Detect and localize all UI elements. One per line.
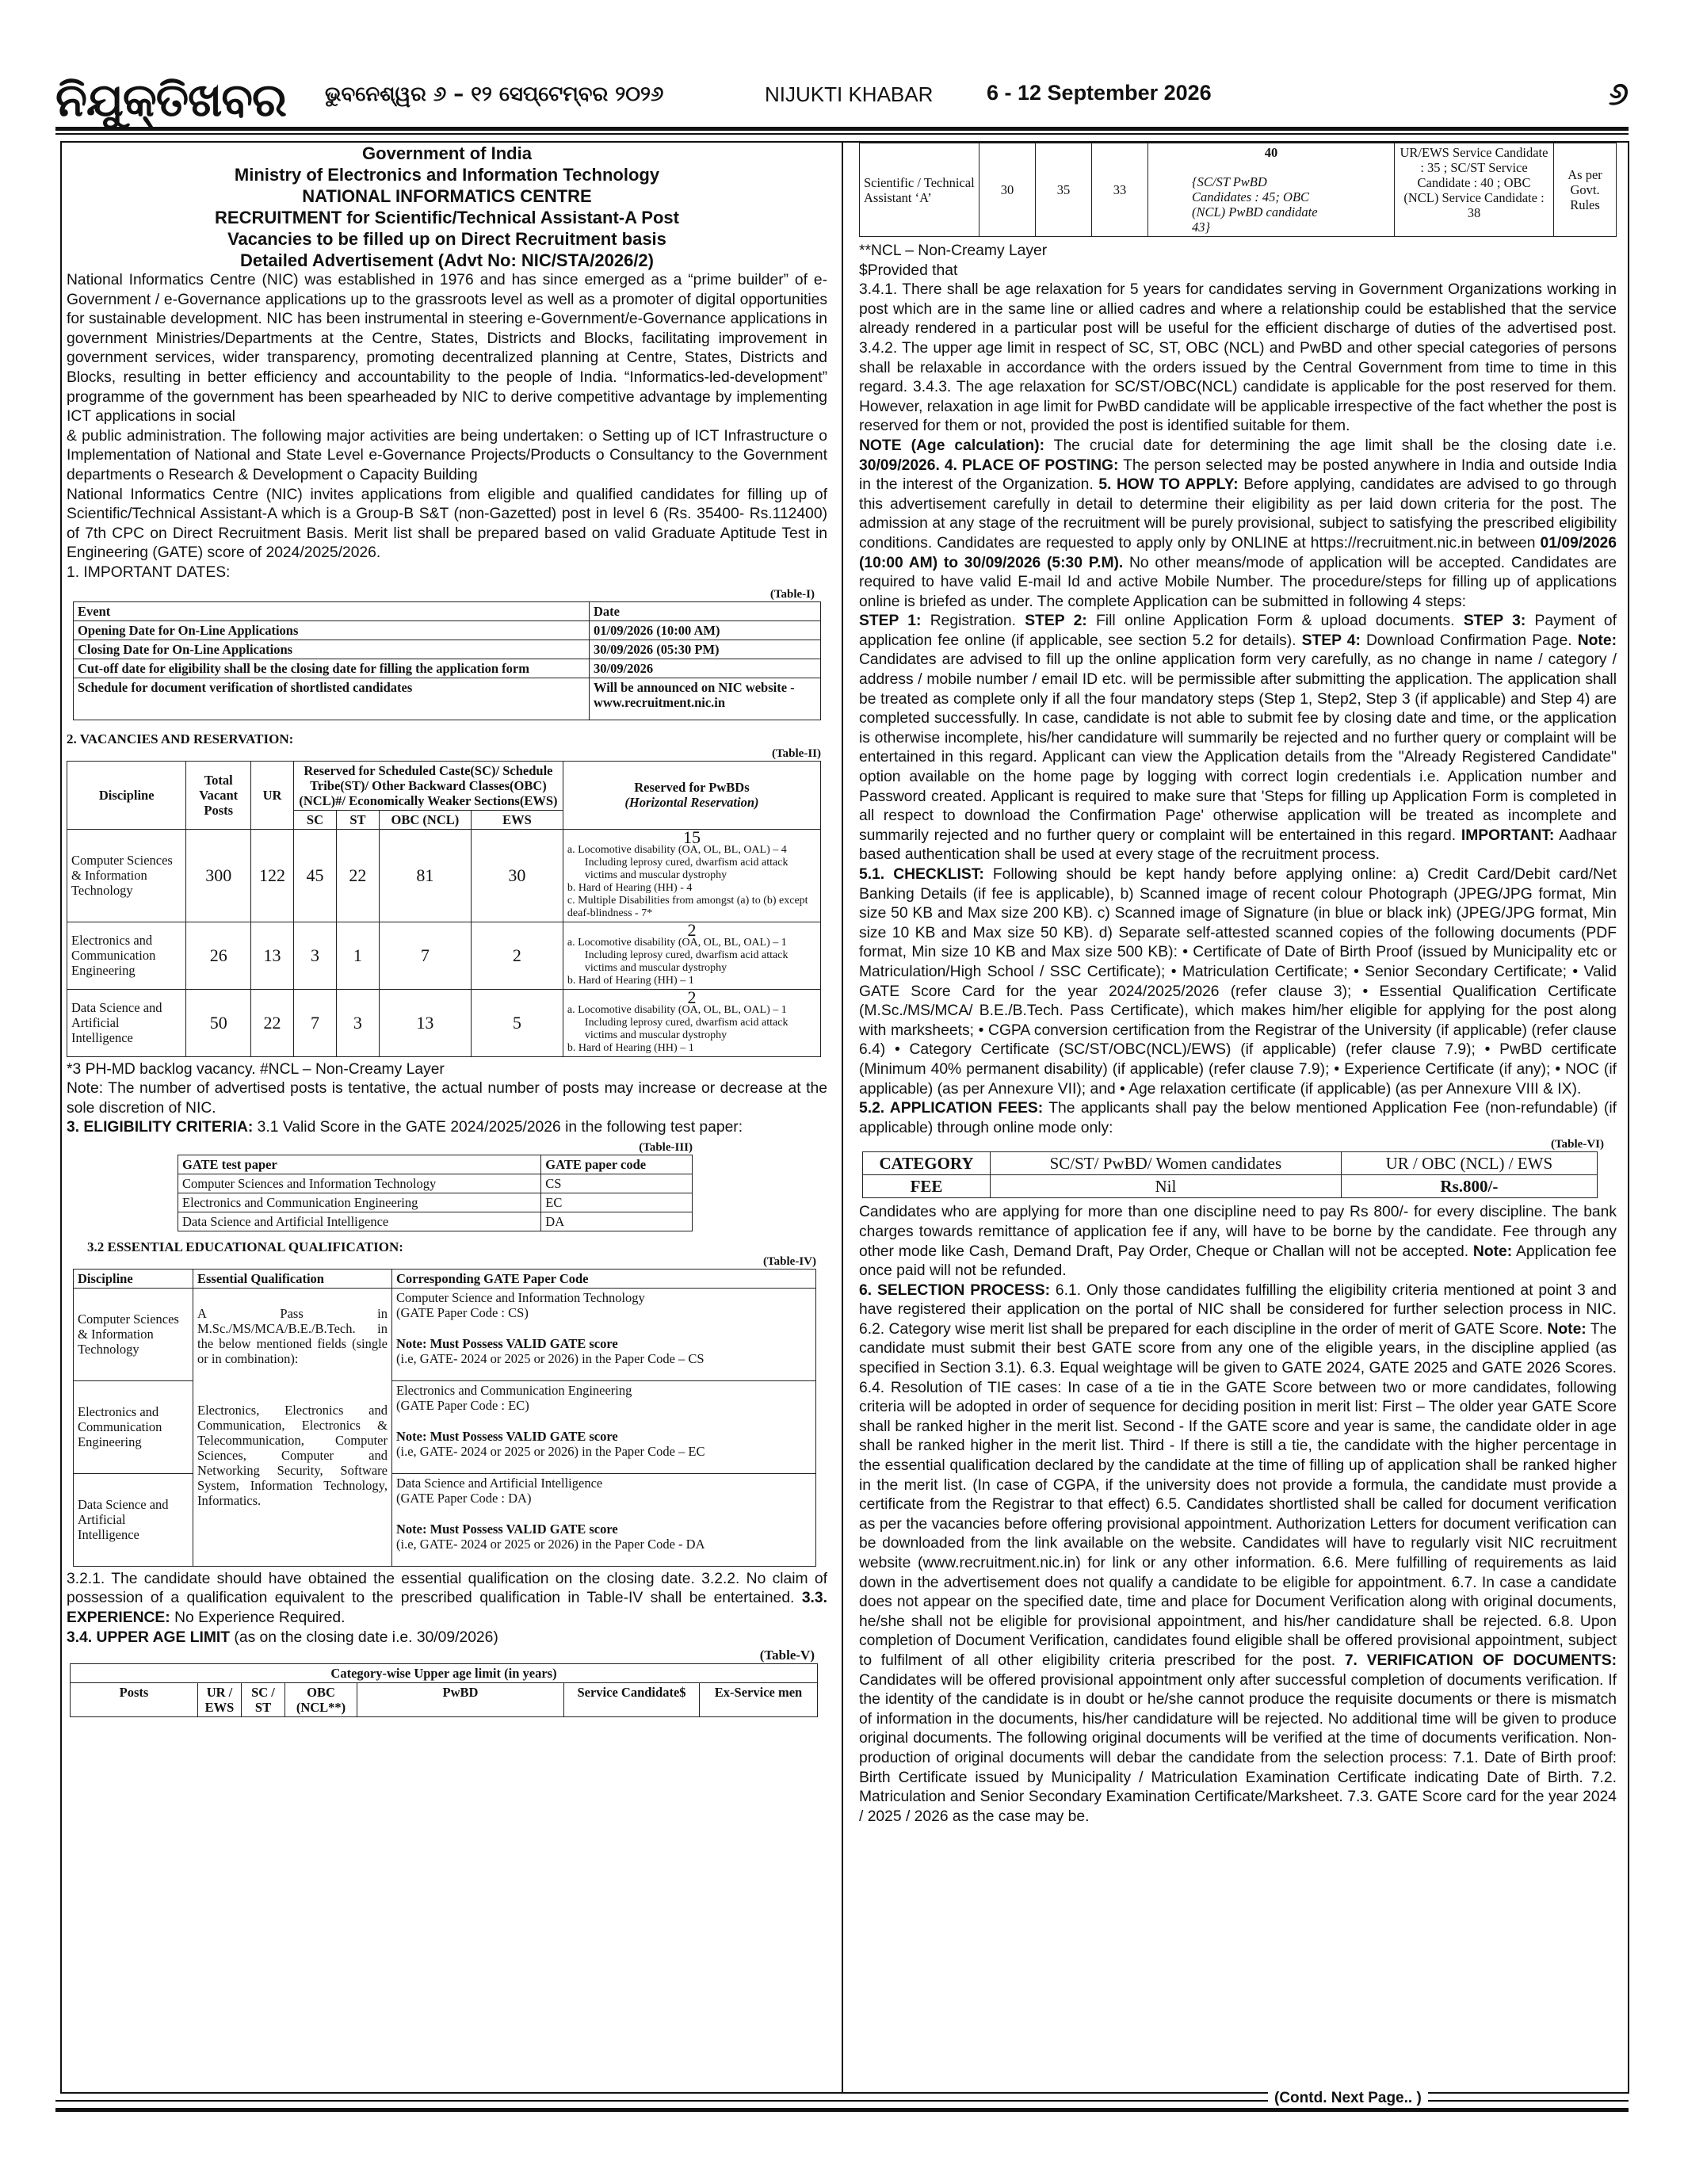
- table-cell: 13: [379, 989, 471, 1056]
- table-cell: FEE: [863, 1175, 991, 1198]
- table2-header-ur: UR: [251, 761, 294, 829]
- table-cell: 01/09/2026 (10:00 AM): [590, 620, 821, 640]
- pwbd-line: a. Locomotive disability (OA, OL, BL, OAL) – 1: [567, 1003, 787, 1016]
- title-line-2: Ministry of Electronics and Information Technology: [234, 165, 660, 185]
- table5-header-ur: UR / EWS: [198, 1683, 242, 1717]
- body-text: 6.1. Only those candidates fulfilling the eligibility criteria mentioned at point 3 and have registered their application on the portal of NIC shall be considered for further selection process in NIC. 6.2. Category wise merit list shall be prepared for each discipline in the order of merit of GATE Score.: [859, 1281, 1617, 1338]
- age-relaxation-paragraph: 3.4.1. There shall be age relaxation for 5 years for candidates serving in Government Organizations working in post which are in the same line or allied cadres and where a relationship could be established that the service already rendered in a particular post will be useful for the efficient discharge of duties of the advertised post. 3.4.2. The upper age limit in respect of SC, ST, OBC (NCL) and PwBD and other special categories of persons shall be relaxable in accordance with the orders issued by the Central Government from time to time in this regard. 3.4.3. The age relaxation for SC/ST/OBC(NCL) candidate is applicable for the post reserved for them. However, relaxation in age limit for PwBD candidate will be applicable irrespective of the fact whether the post is reserved for them or not, provided the post is identified suitable for them.: [859, 281, 1617, 435]
- age-limit-text: (as on the closing date i.e. 30/09/2026): [230, 1628, 498, 1646]
- table-cell: Opening Date for On-Line Applications: [74, 620, 590, 640]
- continued-label: (Contd. Next Page.. ): [1268, 2090, 1428, 2107]
- bold-text: 30/09/2026. 4. PLACE OF POSTING:: [859, 456, 1119, 474]
- title-line-6: Detailed Advertisement (Advt No: NIC/STA/2026/2): [239, 250, 654, 270]
- table-cell: [392, 1288, 816, 1380]
- how-to-apply-paragraph: [859, 437, 1617, 612]
- table1-header-date: Date: [590, 601, 821, 620]
- table-cell: [563, 989, 820, 1056]
- table-cell: Cut-off date for eligibility shall be the closing date for filling the application form: [74, 659, 590, 678]
- table-cell: 22: [336, 829, 379, 922]
- body-text: The person selected may be posted anywhere in India and outside India in the interest of the Organization.: [859, 456, 1617, 494]
- pwbd-line: b. Hard of Hearing (HH) – 1: [567, 1041, 694, 1054]
- header-rule-thin: [55, 133, 1629, 135]
- table-cell: Closing Date for On-Line Applications: [74, 640, 590, 659]
- pwbd-line: a. Locomotive disability (OA, OL, BL, OAL) – 1: [567, 936, 787, 949]
- table-row: [74, 620, 821, 640]
- bold-text: STEP 2:: [1025, 613, 1087, 630]
- table-cell: 7: [293, 989, 336, 1056]
- table3-header-code: GATE paper code: [541, 1155, 693, 1174]
- table2-header-sc: SC: [293, 810, 336, 829]
- code-line: Computer Science and Information Technology: [396, 1289, 645, 1305]
- table-cell: 30/09/2026: [590, 659, 821, 678]
- pwbd-header-sub: (Horizontal Reservation): [624, 795, 759, 810]
- table2-header-reserved: Reserved for Scheduled Caste(SC)/ Schedule Tribe(ST)/ Other Backward Classes(OBC)(NCL)#/ Economically Weaker Sections(EWS): [293, 761, 563, 810]
- body-text: Application fee once paid will not be refunded.: [859, 1243, 1617, 1280]
- table-cell: [563, 919, 820, 989]
- table-cell: Electronics and Communication Engineering: [178, 1193, 541, 1212]
- pwbd-header-title: Reserved for PwBDs: [634, 780, 750, 795]
- fees-paragraph: [859, 1099, 1617, 1138]
- table-cell: 81: [379, 829, 471, 922]
- steps-paragraph: [859, 612, 1617, 865]
- table-row: [178, 1193, 693, 1212]
- table-row: [74, 659, 821, 678]
- provided-note: $Provided that: [859, 262, 958, 279]
- body-text: The candidate must submit their best GATE score from any one of the eligible years, in the discipline applied (as specified in Section 3.1). 6.3. Equal weightage will be given to GATE 2024, GATE 2025 and GATE 2026 Scores. 6.4. Resolution of TIE cases: In case of a tie in the GATE Score between two or more candidates, following criteria will be adopted in order of sequence for deciding position in merit list: First – The older year GATE Score shall be ranked higher in the merit list. Second - If the GATE score and year is same, the candidate older in age shall be ranked higher in the merit list. Third - If there is still a tie, the candidate with the higher percentage in the essential qualification declared by the candidate at the time of filling up of application shall be ranked higher in the merit list. (In case of CGPA, if the university does not provide a formula, the candidate must provide a certificate from the Registrar to that effect) 6.5. Candidates shortlisted shall be called for document verification as per the vacancies before offering provisional appointment. Authorization Letters for document verification can be downloaded from the link available on the website. Candidates will have to regularly visit NIC recruitment website (www.recruitment.nic.in) for link or any other information. 6.6. Mere fulfilling of requirements as laid down in the advertisement does not qualify a candidate to be eligible for appointment. 6.7. In case a candidate does not appear on the specified date, time and place for Document Verification along with original documents, he/she shall not be eligible for provisional appointment, and his/her candidature shall be rejected. 6.8. Upon completion of Document Verification, candidates found eligible shall be offered provisional appointment, subject to fulfilment of all other eligibility criteria prescribed for the post.: [859, 1320, 1617, 1669]
- code-line: (GATE Paper Code : EC): [396, 1397, 529, 1413]
- table-cell: 33: [1092, 143, 1148, 237]
- page-number: ୬: [1608, 76, 1629, 113]
- table-cell: Scientific / Technical Assistant ‘A’: [860, 143, 979, 237]
- table-cell: Rs.800/-: [1341, 1175, 1597, 1198]
- title-line-3: NATIONAL INFORMATICS CENTRE: [302, 186, 592, 206]
- bold-text: Note:: [1472, 1243, 1513, 1260]
- table-cell: DA: [541, 1212, 693, 1231]
- table-cell: Data Science and Artificial Intelligence: [74, 1473, 193, 1566]
- gate-paper-table: [178, 1155, 693, 1231]
- bold-text: IMPORTANT:: [1461, 827, 1555, 844]
- body-text: Aadhaar based authentication shall be used at every stage of the recruitment process.: [859, 827, 1617, 864]
- bold-text: STEP 1:: [859, 613, 922, 630]
- table2-header-obc: OBC (NCL): [379, 810, 471, 829]
- table-cell: 122: [251, 829, 294, 922]
- table-cell: Computer Sciences and Information Technology: [178, 1174, 541, 1193]
- table-row: [74, 640, 821, 659]
- table-cell: 300: [186, 829, 251, 922]
- table-cell: UR/EWS Service Candidate : 35 ; SC/ST Service Candidate : 40 ; OBC (NCL) Service Candidate : 38: [1395, 143, 1554, 237]
- experience-heading: 3.3. EXPERIENCE:: [67, 1590, 827, 1627]
- body-text: Payment of application fee online (if applicable, see section 5.2 for details).: [859, 613, 1617, 649]
- body-text: Fill online Application Form & upload documents.: [1086, 613, 1464, 630]
- code-note: Note: Must Possess VALID GATE score: [396, 1521, 618, 1537]
- posts-note: Note: The number of advertised posts is tentative, the actual number of posts may increase or decrease at the sole discretion of NIC.: [67, 1080, 827, 1117]
- table1-caption: (Table-I): [769, 587, 815, 601]
- table-row: [178, 1212, 693, 1231]
- fee-notes-paragraph: [859, 1203, 1617, 1281]
- masthead: [55, 73, 1629, 127]
- table5-header-obc: OBC (NCL**): [285, 1683, 357, 1717]
- body-text: Download Confirmation Page.: [1360, 632, 1578, 649]
- odia-date: ଭୁବନେଶ୍ୱର ୬ – ୧୨ ସେପ୍ଟେମ୍ବର ୨୦୨୬: [325, 82, 664, 106]
- body-text: Candidates are advised to fill up the online application form very carefully, as no change in name / category / address / mobile number / email ID etc. will be permissible after submitting the application. The application shall be treated as complete only if all the four mandatory steps (Step 1, Step2, Step 3 (if applicable) and Step 4) are completed successfully. In case, candidate is not able to submit fee by closing date and time, or the application is otherwise incomplete, his/her candidature will summarily be rejected and no further query or complaint will be entertained in this regard. Applicant can view the Application details from the "Already Registered Candidate" option available on the home page by logging with correct login credentials i.e. Application number and Password created. Applicant is required to make sure that 'Steps for filling up Application Form is completed in all respect to download the Confirmation Page' otherwise application will be treated as incomplete and summarily rejected and no further query or complaint will be entertained in this regard.: [859, 651, 1617, 844]
- body-text: Following should be kept handy before applying online: a) Credit Card/Debit card/Net Banking Details (if fee is applicable), b) Scanned image of recent colour Photograph (JPEG/JPG format, Min size 50 KB and Max size 200 KB). c) Scanned image of Signature (in blue or black ink) (JPEG/JPG format, Min size 10 KB and Max size 50 KB). d) Separate self-attested scanned copies of the following documents (PDF format, Min size 10 KB and Max size 500 KB): • Certificate of Date of Birth Proof (issued by Municipality etc or Matriculation/High School / SSC Certificate); • Matriculation Certificate; • Senior Secondary Certificate; • Valid GATE Score Card for the year 2024/2025/2026 (refer clause 3); • Essential Qualification Certificate (M.Sc./MS/MCA/ B.E./B.Tech. Pass Certificate), which makes him/her eligible for applying for the post along with marksheets; • CGPA conversion certification from the Registrar of the University (if applicable) (refer clause 6.4) • Category Certificate (SC/ST/OBC(NCL)/EWS) (if applicable) (refer clause 7.9); • PwBD certificate (Minimum 40% permanent disability) (if applicable) (refer clause 7.9); • Experience Certificate (if any); • NOC (if applicable) (as per Annexure VII); and • Age relaxation certificate (if applicable) (as per Annexure VIII & IX).: [859, 866, 1617, 1098]
- paper-name: NIJUKTI KHABAR: [765, 82, 934, 106]
- table5-header-service: Service Candidate$: [564, 1683, 700, 1717]
- table-cell: Data Science and Artificial Intelligence: [67, 989, 186, 1056]
- header-rule: [55, 127, 1629, 131]
- code-line: Electronics and Communication Engineering: [396, 1382, 632, 1398]
- table6-header-reserved: SC/ST/ PwBD/ Women candidates: [991, 1152, 1342, 1175]
- table-cell: 30/09/2026 (05:30 PM): [590, 640, 821, 659]
- table2-caption: (Table-II): [772, 746, 821, 760]
- bold-text: 01/09/2026 (10:00 AM) to 30/09/2026 (5:30 P.M).: [859, 534, 1617, 571]
- table-cell: 50: [186, 989, 251, 1056]
- vacancies-heading: 2. VACANCIES AND RESERVATION:: [67, 731, 294, 746]
- qualification-text: A Pass in M.Sc./MS/MCA/B.E./B.Tech. in the below mentioned fields (single or in combination):: [197, 1305, 388, 1366]
- newspaper-logo: ନିଯୁକ୍ତିଖବର: [55, 73, 286, 127]
- table6-header-general: UR / OBC (NCL) / EWS: [1341, 1152, 1597, 1175]
- table-cell: 2: [471, 922, 563, 989]
- table-cell: 35: [1036, 143, 1092, 237]
- pwbd-line: a. Locomotive disability (OA, OL, BL, OAL) – 4: [567, 843, 787, 856]
- body-text: The crucial date for determining the age limit shall be the closing date i.e.: [1044, 437, 1617, 454]
- table-row: [74, 1380, 816, 1473]
- table-cell: 5: [471, 989, 563, 1056]
- table6-caption: (Table-VI): [1551, 1138, 1604, 1151]
- age-limit-paragraph: [67, 1628, 827, 1648]
- table-cell: CS: [541, 1174, 693, 1193]
- pwbd-line: b. Hard of Hearing (HH) – 1: [567, 974, 694, 987]
- pwbd-line: Including leprosy cured, dwarfism acid attack victims and muscular dystrophy: [584, 1016, 789, 1041]
- table-row: [67, 989, 821, 1056]
- pwbd-count: 2: [687, 919, 697, 940]
- table2-header-pwbd: [563, 761, 820, 829]
- code-note: Note: Must Possess VALID GATE score: [396, 1428, 618, 1444]
- table-cell: [193, 1288, 392, 1566]
- table5-caption: (Table-V): [759, 1648, 815, 1663]
- table2-header-st: ST: [336, 810, 379, 829]
- table3-caption: (Table-III): [639, 1140, 693, 1154]
- table4-caption: (Table-IV): [763, 1254, 816, 1268]
- pwbd-count: 2: [687, 987, 697, 1007]
- table-row: [860, 143, 1617, 237]
- table2-header-discipline: Discipline: [67, 761, 186, 829]
- table4-header-code: Corresponding GATE Paper Code: [392, 1269, 816, 1288]
- important-dates-table: [73, 601, 821, 720]
- body-text: The applicants shall pay the below mentioned Application Fee (non-refundable) (if applicable) through online mode only:: [859, 1100, 1617, 1136]
- table4-header-qualification: Essential Qualification: [193, 1269, 392, 1288]
- title-line-4: RECRUITMENT for Scientific/Technical Assistant-A Post: [215, 208, 679, 227]
- table-row: [178, 1174, 693, 1193]
- pwbd-line: c. Multiple Disabilities from amongst (a) to (b) except deaf-blindness - 7*: [567, 894, 808, 919]
- body-text: Registration.: [921, 613, 1025, 630]
- right-column: [859, 143, 1617, 1827]
- table-cell: [392, 1473, 816, 1566]
- bold-text: STEP 3:: [1463, 613, 1526, 630]
- title-line-1: Government of India: [362, 143, 532, 163]
- table-row: [67, 922, 821, 989]
- table-cell: 30: [979, 143, 1036, 237]
- code-note: (i.e, GATE- 2024 or 2025 or 2026) in the Paper Code - DA: [396, 1536, 705, 1552]
- eligibility-paragraph: [67, 1118, 827, 1138]
- table2-header-ews: EWS: [471, 810, 563, 829]
- footer-rule-thick: [55, 2108, 1629, 2112]
- bold-text: 5.1. CHECKLIST:: [859, 866, 984, 883]
- column-divider: [842, 141, 843, 2092]
- table-cell: 45: [293, 829, 336, 922]
- table5-header-pwbd: PwBD: [357, 1683, 564, 1717]
- title-line-5: Vacancies to be filled up on Direct Recruitment basis: [227, 229, 666, 249]
- qualification-heading: 3.2 ESSENTIAL EDUCATIONAL QUALIFICATION:: [87, 1239, 403, 1254]
- table-cell: Electronics and Communication Engineering: [67, 922, 186, 989]
- pwbd-age: 40: [1264, 145, 1278, 160]
- issue-date: 6 - 12 September 2026: [987, 81, 1212, 105]
- experience-text: No Experience Required.: [170, 1609, 346, 1627]
- table-row: [863, 1175, 1598, 1198]
- table6-header-category: CATEGORY: [863, 1152, 991, 1175]
- table-cell: 1: [336, 922, 379, 989]
- age-limit-heading: 3.4. UPPER AGE LIMIT: [67, 1628, 231, 1646]
- backlog-note: *3 PH-MD backlog vacancy. #NCL – Non-Creamy Layer: [67, 1060, 445, 1078]
- qualification-notes: [67, 1570, 827, 1628]
- table-cell: EC: [541, 1193, 693, 1212]
- body-text: Candidates will be offered provisional appointment only after successful completion of documents verification. If the identity of the candidate is in doubt or he/she cannot produce the requisite documents or there is mismatch of information in the documents, his/her candidature will be rejected. No additional time will be given to produce original documents. The following original documents will be verified at the time of documents verification. Non-production of original documents will debar the candidate from the selection process: 7.1. Date of Birth proof: Birth Certificate issued by Municipality / Matriculation Examination Certificate indicating Date of Birth. 7.2. Matriculation and Senior Secondary Examination Certificate/Marksheet. 7.3. GATE Score card for the year 2024 / 2025 / 2026 as the case may be.: [859, 1671, 1617, 1825]
- bold-text: 7. VERIFICATION OF DOCUMENTS:: [1344, 1651, 1617, 1669]
- table3-header-paper: GATE test paper: [178, 1155, 541, 1174]
- table-cell: 30: [471, 829, 563, 922]
- table-cell: [1148, 143, 1395, 237]
- table1-header-event: Event: [74, 601, 590, 620]
- pwbd-age-text: {SC/ST PwBD Candidates : 45; OBC (NCL) PwBD candidate 43}: [1192, 174, 1318, 235]
- table-row: [74, 1288, 816, 1380]
- table-cell: [392, 1380, 816, 1473]
- bold-text: STEP 4:: [1301, 632, 1361, 649]
- pwbd-line: Including leprosy cured, dwarfism acid attack victims and muscular dystrophy: [584, 856, 789, 881]
- intro-paragraph-3: National Informatics Centre (NIC) invites applications from eligible and qualified candidates for filling up of Scientific/Technical Assistant-A which is a Group-B S&T (non-Gazetted) post in level 6 (Rs. 35400- Rs.112400) of 7th CPC on Direct Recruitment Basis. Merit list shall be prepared based on valid Graduate Aptitude Test in Engineering (GATE) score of 2024/2025/2026.: [67, 486, 827, 562]
- table5-header-sc: SC / ST: [242, 1683, 285, 1717]
- code-note: (i.e, GATE- 2024 or 2025 or 2026) in the Paper Code – CS: [396, 1350, 705, 1366]
- table-cell: As per Govt. Rules: [1554, 143, 1617, 237]
- table-cell: 26: [186, 922, 251, 989]
- ncl-note: **NCL – Non-Creamy Layer: [859, 242, 1048, 259]
- table-cell: [563, 829, 820, 922]
- bold-text: NOTE (Age calculation):: [859, 437, 1044, 454]
- code-line: Data Science and Artificial Intelligence: [396, 1475, 603, 1491]
- vacancies-table: [67, 761, 821, 1057]
- table-cell: Will be announced on NIC website - www.recruitment.nic.in: [590, 678, 821, 720]
- body-text: Candidates who are applying for more than one discipline need to pay Rs 800/- for every discipline. The bank charges towards remittance of application fee if any, will have to be borne by the candidate. Fee through any other mode like Cash, Demand Draft, Pay Order, Cheque or Challan will not be accepted.: [859, 1204, 1617, 1260]
- table-row: [74, 1473, 816, 1566]
- code-line: (GATE Paper Code : CS): [396, 1304, 529, 1320]
- eligibility-heading: 3. ELIGIBILITY CRITERIA:: [67, 1119, 254, 1136]
- table-cell: Electronics and Communication Engineering: [74, 1380, 193, 1473]
- table5-header-exs: Ex-Service men: [700, 1683, 818, 1717]
- table-row: [67, 829, 821, 922]
- selection-paragraph: [859, 1281, 1617, 1827]
- fee-table: [862, 1151, 1598, 1198]
- body-text: Before applying, candidates are advised to go through this advertisement carefully in detail to determine their eligibility as per laid down criteria for the post. The admission at any stage of the recruitment will be purely provisional, subject to satisfying the prescribed eligibility conditions. Candidates are requested to apply only by ONLINE at https://recruitment.nic.in between: [859, 476, 1617, 552]
- body-text: No other means/mode of application will be accepted. Candidates are required to have valid E-mail Id and active Mobile Number. The procedure/steps for filling up of applications online is briefed as under. The complete Application can be submitted in following 4 steps:: [859, 554, 1617, 610]
- table4-header-discipline: Discipline: [74, 1269, 193, 1288]
- intro-paragraph-2: & public administration. The following major activities are being undertaken: o Setting up of ICT Infrastructure o Implementation of National and State Level e-Governance Projects/Products o Consultancy to the Government departments o Research & Development o Capacity Building: [67, 427, 827, 483]
- pwbd-line: b. Hard of Hearing (HH) - 4: [567, 881, 693, 894]
- table-cell: Computer Sciences & Information Technology: [74, 1288, 193, 1380]
- bold-text: Note:: [1577, 632, 1617, 649]
- table-row: [74, 678, 821, 720]
- pwbd-count: 15: [682, 827, 701, 847]
- pwbd-line: Including leprosy cured, dwarfism acid attack victims and muscular dystrophy: [584, 949, 789, 974]
- table-cell: Computer Sciences & Information Technology: [67, 829, 186, 922]
- checklist-paragraph: [859, 865, 1617, 1099]
- dates-heading: 1. IMPORTANT DATES:: [67, 563, 231, 581]
- table-cell: 3: [293, 922, 336, 989]
- table-cell: 7: [379, 922, 471, 989]
- code-note: (i.e, GATE- 2024 or 2025 or 2026) in the Paper Code – EC: [396, 1443, 705, 1459]
- age-limit-table-cont: [859, 143, 1617, 237]
- eligibility-text: 3.1 Valid Score in the GATE 2024/2025/2026 in the following test paper:: [253, 1119, 743, 1136]
- left-column: [67, 143, 827, 1717]
- table-cell: Schedule for document verification of shortlisted candidates: [74, 678, 590, 720]
- bold-text: 5.2. APPLICATION FEES:: [859, 1100, 1044, 1117]
- table2-header-total: Total Vacant Posts: [186, 761, 251, 829]
- code-note: Note: Must Possess VALID GATE score: [396, 1335, 618, 1351]
- table-cell: 3: [336, 989, 379, 1056]
- table-cell: 22: [251, 989, 294, 1056]
- bold-text: 6. SELECTION PROCESS:: [859, 1281, 1050, 1299]
- table-cell: Nil: [991, 1175, 1342, 1198]
- age-limit-table: [70, 1663, 818, 1717]
- qualification-table: [73, 1269, 816, 1567]
- qualification-fields: Electronics, Electronics and Communication, Electronics & Telecommunication, Computer Sciences, Computer and Networking Security, Software System, Information Technology, Informatics.: [197, 1402, 388, 1508]
- table5-super-header: Category-wise Upper age limit (in years): [71, 1664, 818, 1683]
- bold-text: Note:: [1547, 1320, 1587, 1338]
- table5-header-posts: Posts: [71, 1683, 198, 1717]
- qualification-notes-text: 3.2.1. The candidate should have obtained the essential qualification on the closing date. 3.2.2. No claim of possession of a qualification equivalent to the prescribed qualification in Table-IV shall be entertained.: [67, 1570, 827, 1607]
- intro-paragraph-1: National Informatics Centre (NIC) was established in 1976 and has since emerged as a “prime builder” of e-Government / e-Governance applications up to the grassroots level as well as a promoter of digital opportunities for sustainable development. NIC has been instrumental in steering e-Government/e-Governance applications in government Ministries/Departments at the Centre, States, Districts and Blocks, facilitating improvement in government services, wider transparency, promoting decentralized planning at Centre, States, Districts and Blocks, resulting in better efficiency and accountability to the people of India. “Informatics-led-development” programme of the government has been spearheaded by NIC to derive competitive advantage by implementing ICT applications in social: [67, 272, 827, 426]
- code-line: (GATE Paper Code : DA): [396, 1490, 532, 1506]
- table-cell: 13: [251, 922, 294, 989]
- bold-text: 5. HOW TO APPLY:: [1098, 476, 1239, 494]
- table-cell: Data Science and Artificial Intelligence: [178, 1212, 541, 1231]
